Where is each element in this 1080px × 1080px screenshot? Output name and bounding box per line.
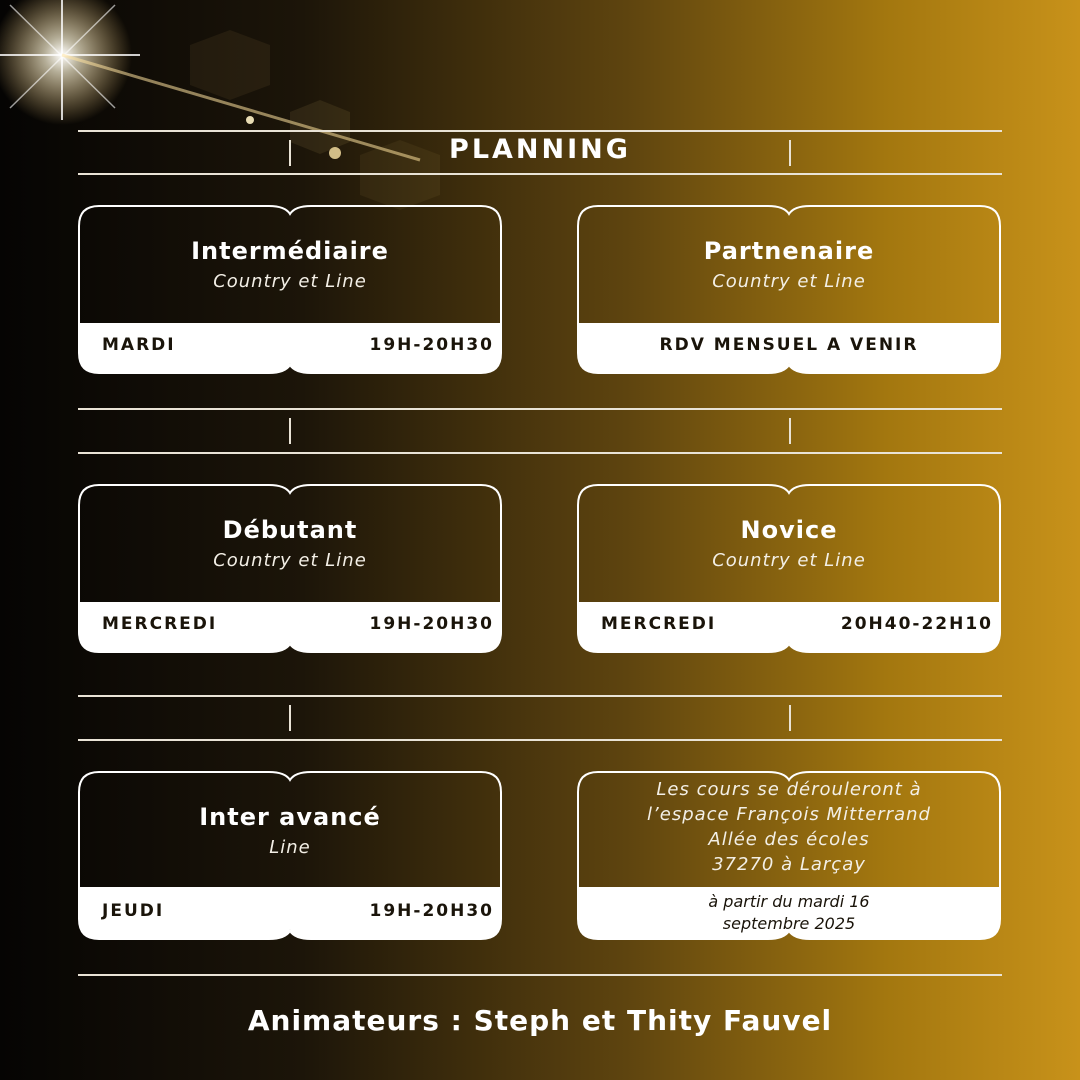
- card-subtitle: Country et Line: [213, 550, 367, 571]
- card-title: Partnenaire: [703, 237, 875, 265]
- card-title: Intermédiaire: [191, 237, 389, 265]
- page-title: PLANNING: [449, 134, 631, 165]
- divider-tick: [789, 705, 791, 731]
- location-line: Allée des écoles: [708, 829, 870, 850]
- location-info-card: [577, 771, 1001, 941]
- card-day: MARDI: [102, 335, 176, 355]
- card-schedule-note: RDV MENSUEL A VENIR: [659, 335, 919, 355]
- card-time: 20H40-22H10: [840, 614, 993, 634]
- location-text: [587, 777, 991, 877]
- location-line: Les cours se dérouleront à: [656, 779, 922, 800]
- class-card-inter-avance: [78, 771, 502, 941]
- card-time: 19H-20H30: [369, 614, 494, 634]
- divider-tick: [289, 705, 291, 731]
- animators-footer: Animateurs : Steph et Thity Fauvel: [247, 1004, 833, 1037]
- start-date-text: [587, 891, 991, 935]
- card-title: Inter avancé: [199, 803, 381, 831]
- divider-line: [78, 739, 1002, 741]
- card-subtitle: Country et Line: [712, 271, 866, 292]
- card-subtitle: Country et Line: [213, 271, 367, 292]
- divider-line: [78, 408, 1002, 410]
- divider-tick: [789, 418, 791, 444]
- class-card-intermediaire: [78, 205, 502, 375]
- divider-tick: [289, 418, 291, 444]
- start-date-line: à partir du mardi 16: [708, 892, 870, 911]
- location-line: l’espace François Mitterrand: [647, 804, 931, 825]
- location-line: 37270 à Larçay: [712, 854, 866, 875]
- divider-line: [78, 452, 1002, 454]
- card-day: JEUDI: [102, 901, 165, 921]
- card-day: MERCREDI: [601, 614, 717, 634]
- divider-line: [78, 173, 1002, 175]
- card-time: 19H-20H30: [369, 335, 494, 355]
- card-title: Débutant: [222, 516, 358, 544]
- divider-line: [78, 974, 1002, 976]
- class-card-novice: [577, 484, 1001, 654]
- start-date-line: septembre 2025: [722, 914, 856, 933]
- card-day: MERCREDI: [102, 614, 218, 634]
- divider-line: [78, 695, 1002, 697]
- card-title: Novice: [740, 516, 838, 544]
- class-card-debutant: [78, 484, 502, 654]
- card-time: 19H-20H30: [369, 901, 494, 921]
- card-subtitle: Country et Line: [712, 550, 866, 571]
- divider-line: [78, 130, 1002, 132]
- class-card-partnenaire: [577, 205, 1001, 375]
- card-subtitle: Line: [269, 837, 311, 858]
